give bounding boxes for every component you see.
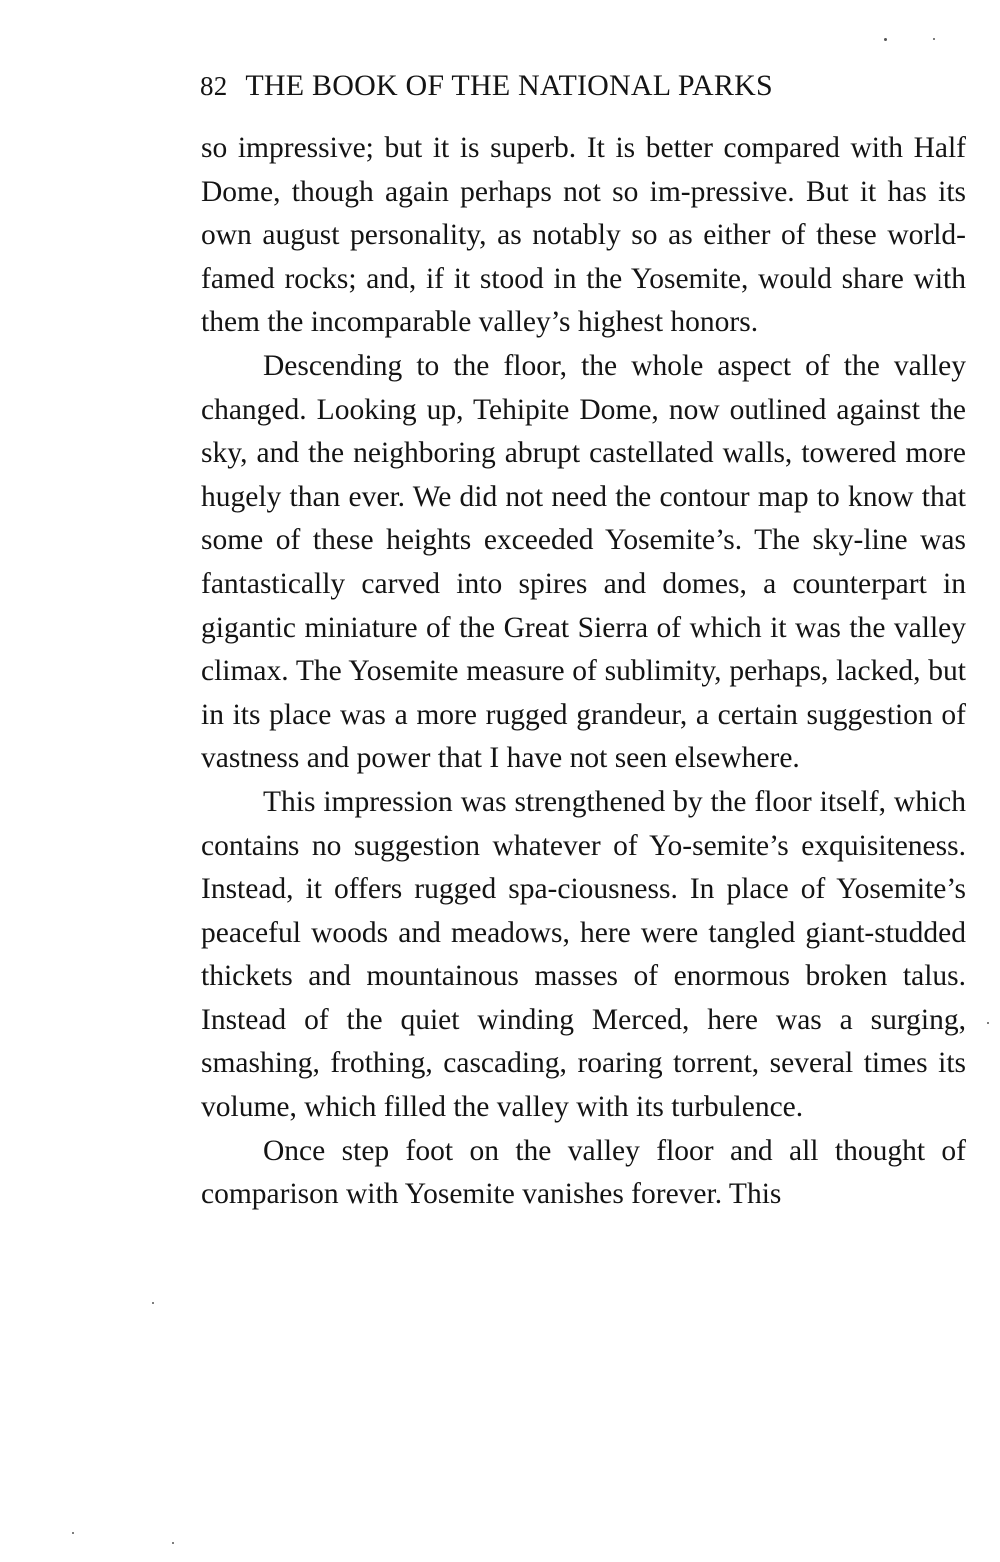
scan-speck [152, 1302, 154, 1304]
scan-speck [987, 1022, 989, 1024]
paragraph-1: so impressive; but it is superb. It is better compared with Half Dome, though again perhaps not so im-pressive. But it has its own august personality, as notably so as either of these world-famed rocks; and, if it stood in the Yosemite, would share with them the incomparable valley’s highest honors. [201, 132, 966, 339]
scan-speck [933, 38, 935, 40]
scan-speck [172, 1542, 174, 1544]
body-text [201, 127, 966, 1217]
page-number: 82 [200, 71, 228, 101]
scan-speck [884, 38, 887, 41]
paragraph-4: Once step foot on the valley floor and all thought of comparison with Yosemite vanishes forever. This [201, 1134, 966, 1211]
scan-speck [72, 1532, 74, 1534]
running-title: THE BOOK OF THE NATIONAL PARKS [245, 69, 773, 102]
paragraph-3: This impression was strengthened by the floor itself, which contains no suggestion whatever of Yo-semite’s exquisiteness. Instead, it offers rugged spa-ciousness. In place of Yosemite’s peaceful woods and meadows, here were tangled giant-studded thickets and mountainous masses of enormous broken talus. Instead of the quiet winding Merced, here was a surging, smashing, frothing, cascading, roaring torrent, several times its volume, which filled the valley with its turbulence. [201, 785, 966, 1124]
paragraph-2: Descending to the floor, the whole aspect of the valley changed. Looking up, Tehipite Dome, now outlined against the sky, and the neighboring abrupt castellated walls, towered more hugely than ever. We did not need the contour map to know that some of these heights exceeded Yosemite’s. The sky-line was fantastically carved into spires and domes, a counterpart in gigantic miniature of the Great Sierra of which it was the valley climax. The Yosemite measure of sublimity, perhaps, lacked, but in its place was a more rugged grandeur, a certain suggestion of vastness and power that I have not seen elsewhere. [201, 349, 966, 775]
running-head [200, 64, 920, 108]
